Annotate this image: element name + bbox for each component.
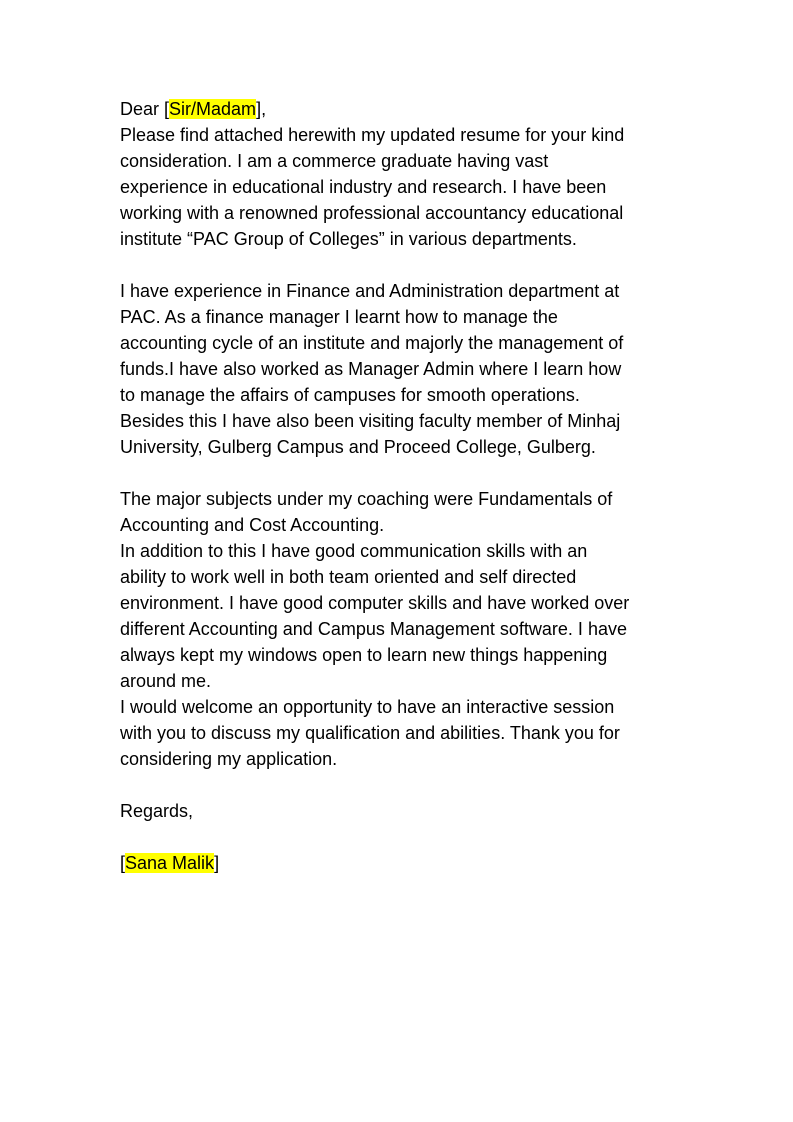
salutation-prefix: Dear [ (120, 99, 170, 119)
signature-placeholder: Sana Malik (125, 853, 215, 873)
paragraph-line: institute “PAC Group of Colleges” in various departments. (120, 229, 577, 249)
paragraph-line: experience in educational industry and research. I have been (120, 177, 607, 197)
paragraph-line: University, Gulberg Campus and Proceed College, Gulberg. (120, 437, 596, 457)
paragraph-line: environment. I have good computer skills and have worked over (120, 593, 630, 613)
paragraph-skills (120, 486, 680, 772)
paragraph-line: around me. (120, 671, 212, 691)
paragraph-spacer (120, 460, 680, 486)
paragraph-introduction (120, 122, 680, 252)
paragraph-spacer (120, 824, 680, 850)
closing: Regards, (120, 801, 194, 821)
paragraph-line: PAC. As a finance manager I learnt how to manage the (120, 307, 558, 327)
paragraph-line: considering my application. (120, 749, 338, 769)
paragraph-line: accounting cycle of an institute and majorly the management of (120, 333, 624, 353)
paragraph-line: I have experience in Finance and Administration department at (120, 281, 620, 301)
paragraph-line: always kept my windows open to learn new things happening (120, 645, 608, 665)
paragraph-experience (120, 278, 680, 460)
paragraph-line: I would welcome an opportunity to have an interactive session (120, 697, 615, 717)
paragraph-line: different Accounting and Campus Management software. I have (120, 619, 627, 639)
signature (120, 850, 680, 876)
paragraph-line: consideration. I am a commerce graduate having vast (120, 151, 549, 171)
paragraph-spacer (120, 772, 680, 798)
paragraph-line: Besides this I have also been visiting faculty member of Minhaj (120, 411, 621, 431)
paragraph-line: The major subjects under my coaching were Fundamentals of (120, 489, 613, 509)
paragraph-line: In addition to this I have good communication skills with an (120, 541, 588, 561)
cover-letter (120, 96, 680, 876)
paragraph-line: Accounting and Cost Accounting. (120, 515, 385, 535)
salutation-suffix: ], (256, 99, 267, 119)
paragraph-line: ability to work well in both team oriented and self directed (120, 567, 577, 587)
paragraph-line: to manage the affairs of campuses for smooth operations. (120, 385, 580, 405)
paragraph-line: working with a renowned professional accountancy educational (120, 203, 624, 223)
paragraph-line: funds.I have also worked as Manager Admin where I learn how (120, 359, 622, 379)
salutation (120, 96, 680, 122)
paragraph-line: Please find attached herewith my updated resume for your kind (120, 125, 625, 145)
signature-suffix: ] (214, 853, 220, 873)
paragraph-spacer (120, 252, 680, 278)
paragraph-line: with you to discuss my qualification and abilities. Thank you for (120, 723, 620, 743)
signature-prefix: [ (120, 853, 126, 873)
salutation-placeholder: Sir/Madam (169, 99, 257, 119)
